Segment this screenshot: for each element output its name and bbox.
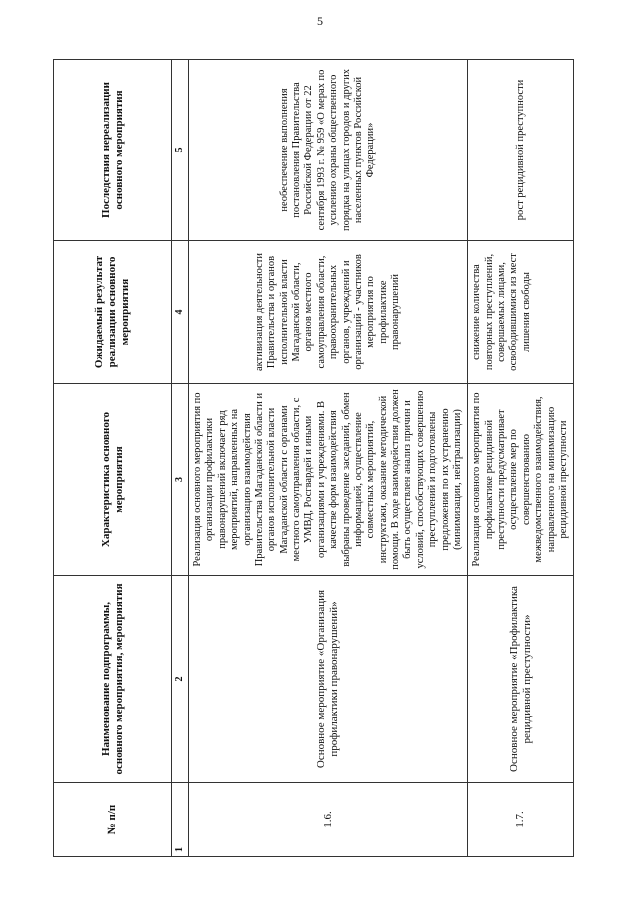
measures-table	[53, 59, 574, 857]
table-row	[468, 60, 574, 857]
column-number: 2	[172, 576, 189, 783]
column-number: 4	[172, 241, 189, 384]
row-number: 1.6.	[189, 783, 468, 857]
column-number: 3	[172, 384, 189, 576]
column-number: 1	[172, 783, 189, 857]
table-row	[189, 60, 468, 857]
column-number-row	[172, 60, 189, 857]
rotated-table-container	[53, 60, 569, 857]
row-characteristic: Реализация основного мероприятия по профилактике рецидивной преступности предусматривает осуществление мер по совершенствованию межведомственного взаимодействия, направленного на минимизацию рецидивной преступности	[468, 384, 574, 576]
column-number: 5	[172, 60, 189, 241]
row-name: Основное мероприятие «Организация профилактики правонарушений»	[189, 576, 468, 783]
header-result: Ожидаемый результат реализации основного мероприятия	[54, 241, 172, 384]
row-characteristic: Реализация основного мероприятия по организации профилактики правонарушений включает ряд мероприятий, направленных на организацию взаимодействия Правительства Магаданской области и органов исполнительной власти Магаданской области с органами местного самоуправления области, с УМВД, Росгвардей и иными организациями и учреждениями. В качестве форм взаимодействия выбраны проведение заседаний, обмен информацией, осуществление совместных мероприятий, инструктажи, оказание методической помощи. В ходе взаимодействия должен быть осуществлен анализ причин и условий, способствующих совершению преступлений и подготовлены предложения по их устранению (минимизации, нейтрализации)	[189, 384, 468, 576]
row-number: 1.7.	[468, 783, 574, 857]
row-consequence: необеспечение выполнения постановления Правительства Российской Федерации от 22 сентября 1993 г. № 959 «О мерах по усилению охраны общественного порядка на улицах городов и других населенных пунктов Российской Федерации»	[189, 60, 468, 241]
row-name: Основное мероприятие «Профилактика рецидивной преступности»	[468, 576, 574, 783]
header-name: Наименование подпрограммы, основного мероприятия, мероприятия	[54, 576, 172, 783]
row-result: активизация деятельности Правительства и органов исполнительной власти Магаданской области, органов местного самоуправления области, правоохранительных органов, учреждений и организаций - участников мероприятия по профилактике правонарушений	[189, 241, 468, 384]
row-result: снижение количества повторных преступлений, совершаемых лицами, освободившимися из мест лишения свободы	[468, 241, 574, 384]
page-number: 5	[317, 14, 323, 28]
row-consequence: рост рецидивной преступности	[468, 60, 574, 241]
header-characteristic: Характеристика основного мероприятия	[54, 384, 172, 576]
header-consequence: Последствия нереализации основного мероприятия	[54, 60, 172, 241]
header-row	[54, 60, 172, 857]
header-number: № п/п	[54, 783, 172, 857]
